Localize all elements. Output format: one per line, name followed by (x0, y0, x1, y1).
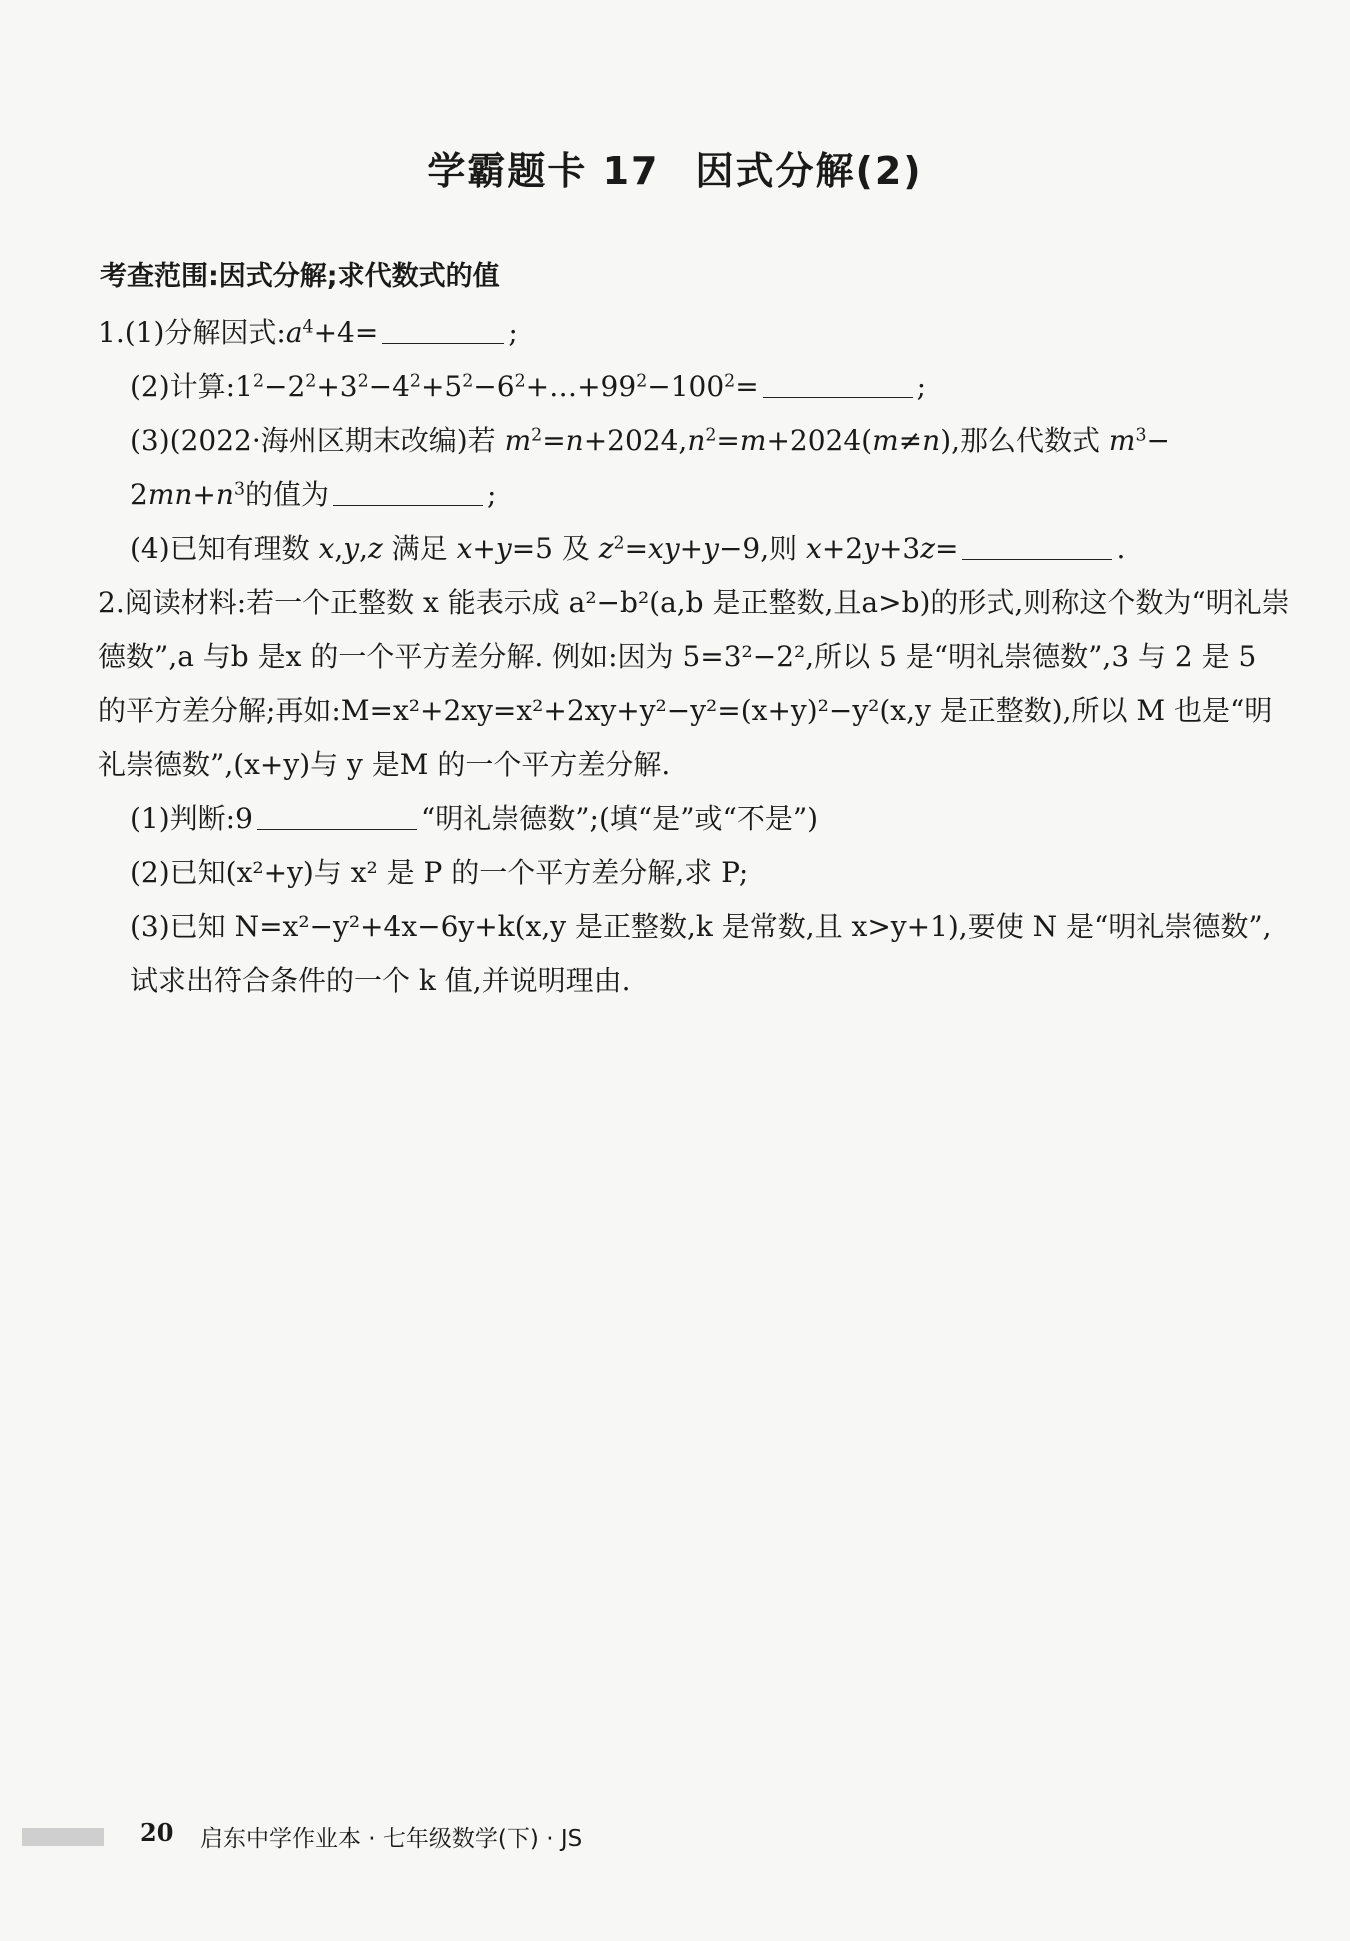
q1-part1: 1.(1)分解因式$:a^4+4=$ ; (98, 316, 518, 349)
topic-title: 因式分解(2) (695, 149, 923, 193)
footer-decoration (22, 1828, 104, 1846)
answer-blank[interactable] (962, 531, 1112, 560)
card-title: 学霸题卡 17 (427, 149, 660, 193)
question-content (98, 306, 1293, 1008)
book-title: 启东中学作业本 · 七年级数学(下) · JS (200, 1826, 583, 1852)
answer-blank[interactable] (382, 315, 504, 344)
q2-intro: 2.阅读材料:若一个正整数 x 能表示成 a²−b²(a,b 是正整数,且a>b)的形式,则称这个数为“明礼崇德数”,a 与b 是x 的一个平方差分解. 例如:因为 5=3²−2²,所以 5 是“明礼崇德数”,3 与 2 是 5 的平方差分解;再如:M=x²+2xy=x²+2xy+y²−y²=(x+y)²−y²(x,y 是正整数),所以 M 也是“明礼崇德数”,(x+y)与 y 是M 的一个平方差分解. (98, 586, 1290, 781)
q1-part3: (3)(2022·海州区期末改编)若 $m^2=n+2024,n^2=m+2024(m\ne n)$,那么代数式 $m^3-$ (130, 424, 1170, 457)
answer-blank[interactable] (257, 801, 417, 830)
q1-part4: (4)已知有理数 x,y,z 满足 x+y=5 及 $z^2=xy+y-9$,则 x+2y+3z= . (130, 532, 1126, 565)
q1-part3-cont: $2mn+n^3$的值为 ; (130, 478, 497, 511)
q2-part2: (2)已知(x²+y)与 x² 是 P 的一个平方差分解,求 P; (130, 856, 749, 889)
scope-label: 考查范围:因式分解;求代数式的值 (100, 261, 500, 292)
q1-part2: (2)计算$:1^2-2^2+3^2-4^2+5^2-6^2+\dots+99^2-100^2=$ ; (130, 370, 927, 403)
page-title (0, 140, 1350, 195)
q2-part1: (1)判断:9 “明礼崇德数”;(填“是”或“不是”) (130, 802, 819, 835)
answer-blank[interactable] (333, 477, 483, 506)
q2-part3: (3)已知 N=x²−y²+4x−6y+k(x,y 是正整数,k 是常数,且 x>y+1),要使 N 是“明礼崇德数”,试求出符合条件的一个 k 值,并说明理由. (130, 910, 1272, 997)
page-number: 20 (140, 1818, 174, 1847)
page-footer (0, 1818, 1350, 1858)
answer-blank[interactable] (763, 369, 913, 398)
